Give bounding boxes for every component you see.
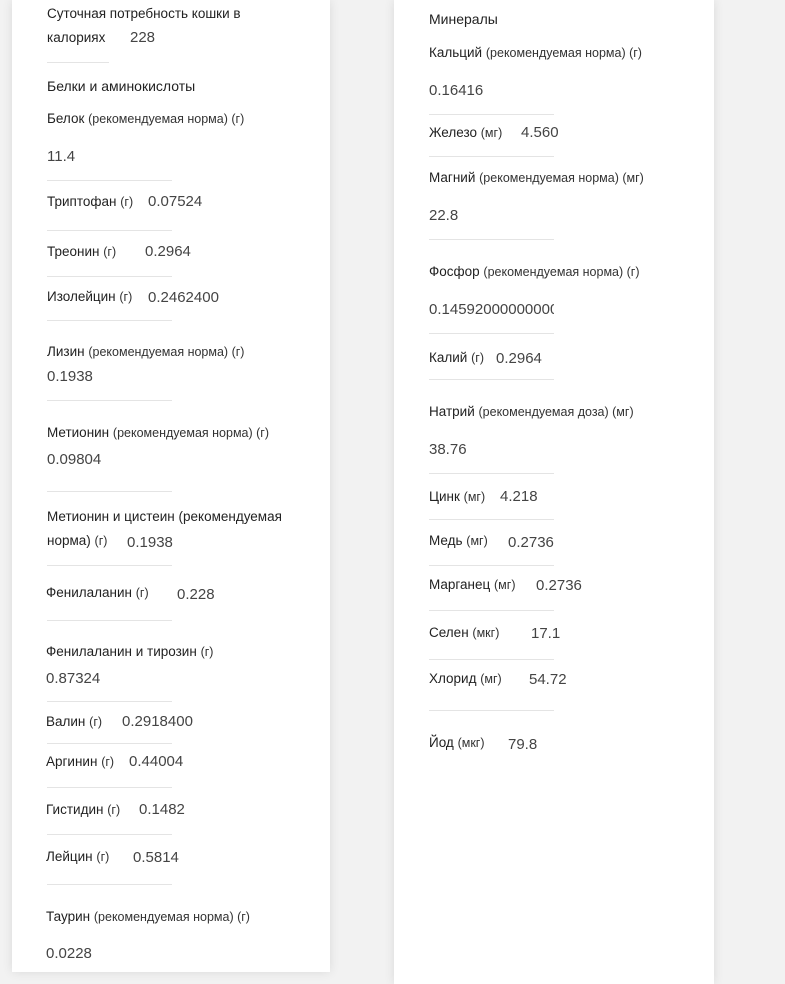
field-label-potassium: Калий (г) xyxy=(429,350,484,365)
proteins-section-header: Белки и аминокислоты xyxy=(47,78,196,94)
field-input-selenium[interactable] xyxy=(531,624,611,644)
field-input-valine[interactable] xyxy=(122,712,194,732)
field-input-methionine[interactable] xyxy=(47,450,172,470)
field-input-histidine[interactable] xyxy=(139,800,229,820)
field-label-chloride: Хлорид (мг) xyxy=(429,671,502,686)
field-input-lysine[interactable] xyxy=(47,367,172,387)
minerals-section-header: Минералы xyxy=(429,11,498,27)
field-input-leucine[interactable] xyxy=(133,848,223,868)
field-label-selenium: Селен (мкг) xyxy=(429,625,500,640)
field-input-isoleucine[interactable] xyxy=(148,288,248,308)
field-label-iodine: Йод (мкг) xyxy=(429,735,485,750)
field-input-sodium[interactable] xyxy=(429,440,554,460)
field-input-taurine[interactable] xyxy=(46,944,171,964)
minerals-panel xyxy=(394,0,714,984)
field-label-calcium: Кальций (рекомендуемая норма) (г) xyxy=(429,45,642,60)
field-input-arginine[interactable] xyxy=(129,752,219,772)
amino-acids-panel xyxy=(12,0,330,972)
field-input-tryptophan[interactable] xyxy=(148,192,238,212)
field-input-copper[interactable] xyxy=(508,533,588,553)
field-label-protein: Белок (рекомендуемая норма) (г) xyxy=(47,111,245,126)
field-label-leucine: Лейцин (г) xyxy=(46,849,110,864)
field-label-arginine: Аргинин (г) xyxy=(46,754,115,769)
field-label-iron: Железо (мг) xyxy=(429,125,503,140)
field-input-chloride[interactable] xyxy=(529,670,609,690)
field-label-methionine-cysteine: Метионин и цистеин (рекомендуемая xyxy=(47,509,282,524)
field-input-protein[interactable] xyxy=(47,147,172,167)
field-input-magnesium[interactable] xyxy=(429,206,554,226)
field-input-manganese[interactable] xyxy=(536,576,616,596)
calories-input[interactable] xyxy=(130,28,190,48)
field-label-phosphorus: Фосфор (рекомендуемая норма) (г) xyxy=(429,264,640,279)
field-input-phenylalanine-tyrosine[interactable] xyxy=(46,669,171,689)
field-label-taurine: Таурин (рекомендуемая норма) (г) xyxy=(46,909,250,924)
field-input-zinc[interactable] xyxy=(500,487,580,507)
field-label-histidine: Гистидин (г) xyxy=(46,802,121,817)
calories-label: Суточная потребность кошки в калориях xyxy=(47,6,241,45)
field-input-iron[interactable] xyxy=(521,123,601,143)
field-label-isoleucine: Изолейцин (г) xyxy=(47,289,133,304)
field-label-sodium: Натрий (рекомендуемая доза) (мг) xyxy=(429,404,634,419)
field-input-potassium[interactable] xyxy=(496,349,586,369)
field-input-threonine[interactable] xyxy=(145,242,235,262)
field-label-copper: Медь (мг) xyxy=(429,533,488,548)
field-label-phenylalanine-tyrosine: Фенилаланин и тирозин (г) xyxy=(46,644,214,659)
field-label-phenylalanine: Фенилаланин (г) xyxy=(46,585,149,600)
field-input-iodine[interactable] xyxy=(508,735,588,755)
field-label-lysine: Лизин (рекомендуемая норма) (г) xyxy=(47,344,245,359)
field-input-methionine-cysteine[interactable] xyxy=(127,533,217,553)
field-label-methionine-cysteine-cont: норма) (г) xyxy=(47,533,108,548)
field-label-manganese: Марганец (мг) xyxy=(429,577,516,592)
field-label-threonine: Треонин (г) xyxy=(47,244,117,259)
field-label-tryptophan: Триптофан (г) xyxy=(47,194,134,209)
field-input-calcium[interactable] xyxy=(429,81,554,101)
field-input-phenylalanine[interactable] xyxy=(177,585,257,605)
field-label-zinc: Цинк (мг) xyxy=(429,489,486,504)
field-input-phosphorus[interactable] xyxy=(429,300,554,320)
field-label-valine: Валин (г) xyxy=(46,714,103,729)
field-label-methionine: Метионин (рекомендуемая норма) (г) xyxy=(47,425,270,440)
field-label-magnesium: Магний (рекомендуемая норма) (мг) xyxy=(429,170,644,185)
